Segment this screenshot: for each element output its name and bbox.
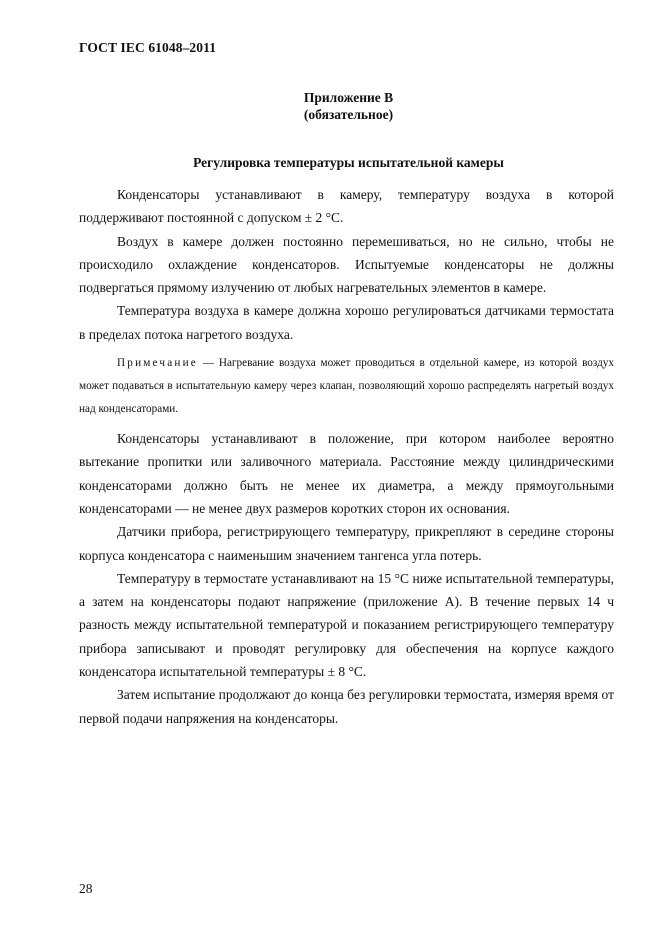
paragraph: Затем испытание продолжают до конца без регулировки термостата, измеряя время от первой подачи напряжения на конденсаторы. xyxy=(79,687,614,726)
note-label: Примечание xyxy=(117,357,198,370)
body-text xyxy=(79,183,614,730)
note xyxy=(79,352,614,421)
paragraph: Температура воздуха в камере должна хорошо регулироваться датчиками термостата в пределах потока нагретого воздуха. xyxy=(79,303,614,342)
page-number: 28 xyxy=(79,881,93,896)
section-title: Регулировка температуры испытательной камеры xyxy=(193,155,504,170)
paragraph: Датчики прибора, регистрирующего температуру, прикрепляют в середине стороны корпуса конденсатора с наименьшим значением тангенса угла потерь. xyxy=(79,524,614,563)
note-text: — Нагревание воздуха может проводиться в отдельной камере, из которой воздух может подаваться в испытательную камеру через клапан, позволяющий хорошо распределять нагретый воздух над конденсаторами. xyxy=(79,357,614,416)
paragraph: Температуру в термостате устанавливают на 15 °С ниже испытательной температуры, а затем на конденсаторы подают напряжение (приложение А). В течение первых 14 ч разность между испытательной температурой и показанием регистрирующего температуру прибора записывают и проводят регулировку для обеспечения на корпусе каждого конденсатора испытательной температуры ± 8 °С. xyxy=(79,570,614,680)
appendix-type: (обязательное) xyxy=(303,107,394,122)
appendix-title: Приложение В xyxy=(303,90,394,105)
section-title-wrapper xyxy=(0,155,661,171)
document-header: ГОСТ IEC 61048–2011 xyxy=(79,40,217,55)
paragraph: Конденсаторы устанавливают в положение, при котором наиболее вероятно вытекание пропитки или заливочного материала. Расстояние между цилиндрическими конденсаторами должно быть не менее их диаметра, а между прямоугольными конденсаторами — не менее двух размеров коротких сторон их основания. xyxy=(79,431,614,516)
appendix-heading xyxy=(0,89,661,123)
paragraph: Конденсаторы устанавливают в камеру, температуру воздуха в которой поддерживают постоянной с допуском ± 2 °С. xyxy=(79,187,614,226)
paragraph: Воздух в камере должен постоянно перемешиваться, но не сильно, чтобы не происходило охлаждение конденсаторов. Испытуемые конденсаторы не должны подвергаться прямому излучению от любых нагревательных элементов в камере. xyxy=(79,233,614,296)
